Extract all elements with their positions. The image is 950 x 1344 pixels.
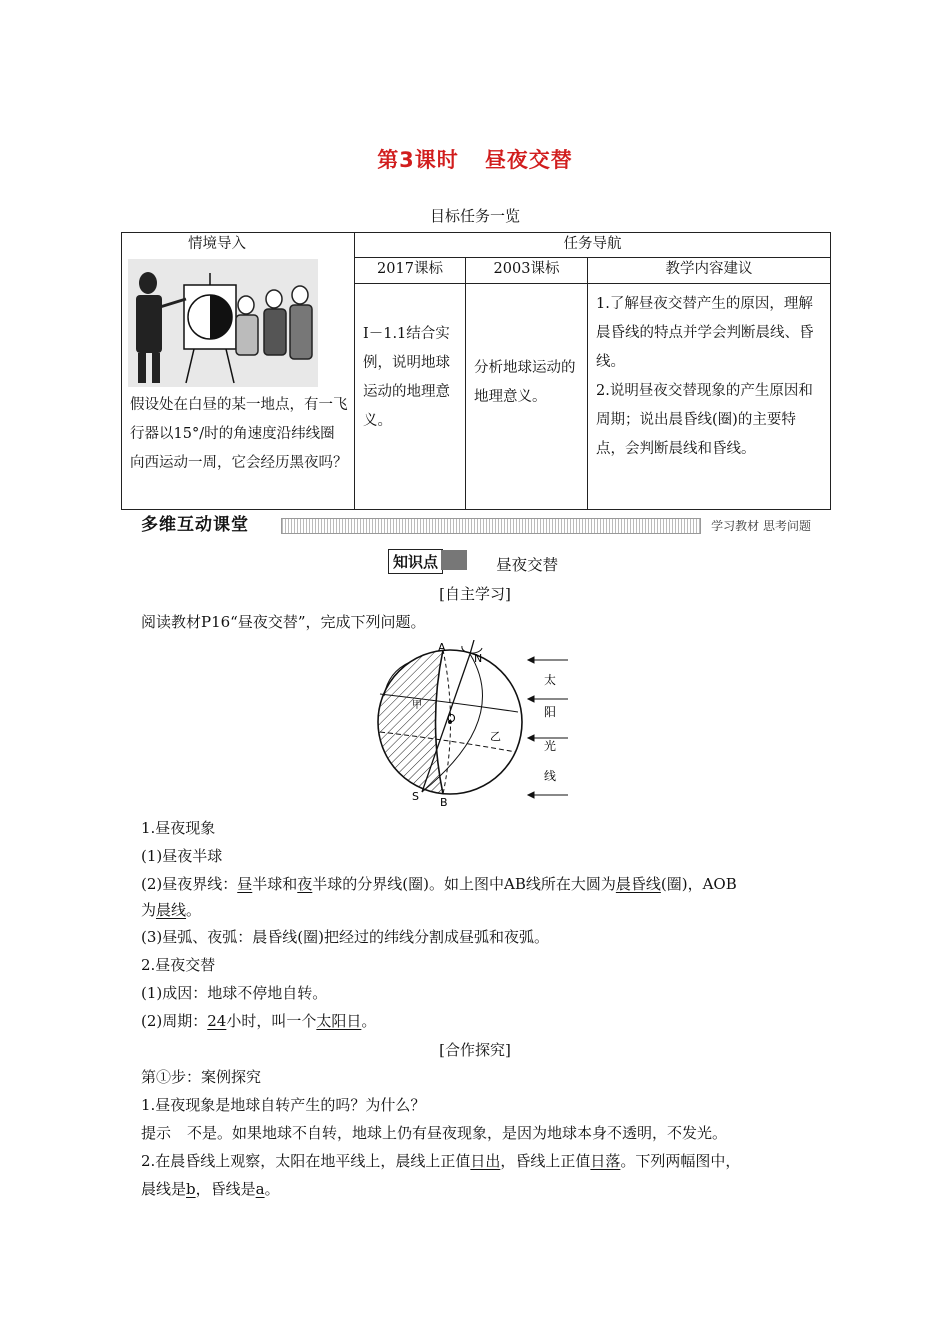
knowledge-title: 昼夜交替 — [496, 556, 559, 574]
sun-char-1: 太 — [544, 673, 557, 687]
sec-1: 1.昼夜现象 — [141, 819, 216, 837]
question-2-cont: 晨线是b，昏线是a。 — [141, 1180, 280, 1198]
sun-char-2: 阳 — [544, 705, 557, 719]
scene-text: 假设处在白昼的某一地点，有一飞行器以15°/时的角速度沿纬线圈向西运动一周，它会经历黑夜吗？ — [130, 397, 348, 471]
advice-cell — [588, 283, 831, 509]
std-2017-cell: Ⅰ－1.1结合实例，说明地球运动的地理意义。 — [355, 283, 466, 509]
sec-2: 2.昼夜交替 — [141, 956, 216, 974]
step-1: 第①步：案例探究 — [141, 1068, 262, 1086]
band-title: 多维互动课堂 — [141, 515, 249, 535]
section-band — [141, 514, 811, 536]
std-2003-cell: 分析地球运动的地理意义。 — [466, 283, 588, 509]
header-2003: 2003课标 — [466, 258, 588, 283]
sun-char-4: 线 — [544, 769, 557, 783]
label-yi: 乙 — [490, 730, 501, 743]
scene-header: 情境导入 — [188, 236, 246, 252]
header-2017: 2017课标 — [355, 258, 466, 283]
sec-2-2: (2)周期：24小时，叫一个太阳日。 — [141, 1012, 377, 1030]
goal-table — [121, 232, 831, 510]
knowledge-badge: 知识点 — [388, 549, 443, 574]
sec-2-1: (1)成因：地球不停地自转。 — [141, 984, 328, 1002]
sec-1-2-cont: 为晨线。 — [141, 901, 202, 919]
knowledge-header — [388, 549, 558, 575]
badge-shade — [441, 550, 467, 570]
hint-label: 提示 — [141, 1124, 172, 1142]
title-topic: 昼夜交替 — [484, 148, 573, 172]
label-b: B — [440, 796, 448, 809]
sec-1-3: (3)昼弧、夜弧：晨昏线(圈)把经过的纬线分割成昼弧和夜弧。 — [141, 928, 549, 946]
label-o: O — [447, 712, 456, 725]
sec-1-1: (1)昼夜半球 — [141, 847, 223, 865]
advice-2: 2.说明昼夜交替现象的产生原因和周期；说出晨昏线(圈)的主要特点，会判断晨线和昏线。 — [596, 382, 813, 457]
scene-illustration — [128, 259, 318, 387]
nav-header: 任务导航 — [355, 233, 831, 258]
page-title — [0, 144, 950, 174]
band-hatch — [281, 518, 701, 534]
hint-line — [141, 1123, 727, 1143]
read-instruction: 阅读教材P16“昼夜交替”，完成下列问题。 — [141, 613, 426, 631]
band-subtitle: 学习教材 思考问题 — [707, 517, 811, 534]
self-study-heading: [自主学习] — [439, 585, 511, 603]
advice-1: 1.了解昼夜交替产生的原因，理解晨昏线的特点并学会判断晨线、昏线。 — [596, 295, 814, 370]
label-a: A — [438, 641, 446, 654]
question-1: 1.昼夜现象是地球自转产生的吗？为什么？ — [141, 1096, 426, 1114]
sun-char-3: 光 — [544, 739, 557, 753]
question-2: 2.在晨昏线上观察，太阳在地平线上，晨线上正值日出，昏线上正值日落。下列两幅图中， — [141, 1152, 741, 1170]
hint-text: 不是。如果地球不自转，地球上仍有昼夜现象，是因为地球本身不透明，不发光。 — [187, 1124, 728, 1142]
header-advice: 教学内容建议 — [588, 258, 831, 283]
coop-heading: [合作探究] — [439, 1041, 511, 1059]
table-caption: 目标任务一览 — [429, 207, 520, 225]
earth-diagram — [370, 640, 580, 810]
label-jia: 甲 — [412, 700, 422, 711]
sec-1-2: (2)昼夜界线：昼半球和夜半球的分界线(圈)。如上图中AB线所在大圆为晨昏线(圈)，AOB — [141, 875, 737, 893]
label-s: S — [412, 790, 419, 803]
label-n: N — [474, 652, 483, 665]
scene-cell — [122, 233, 355, 510]
title-lesson: 第3课时 — [377, 148, 459, 172]
